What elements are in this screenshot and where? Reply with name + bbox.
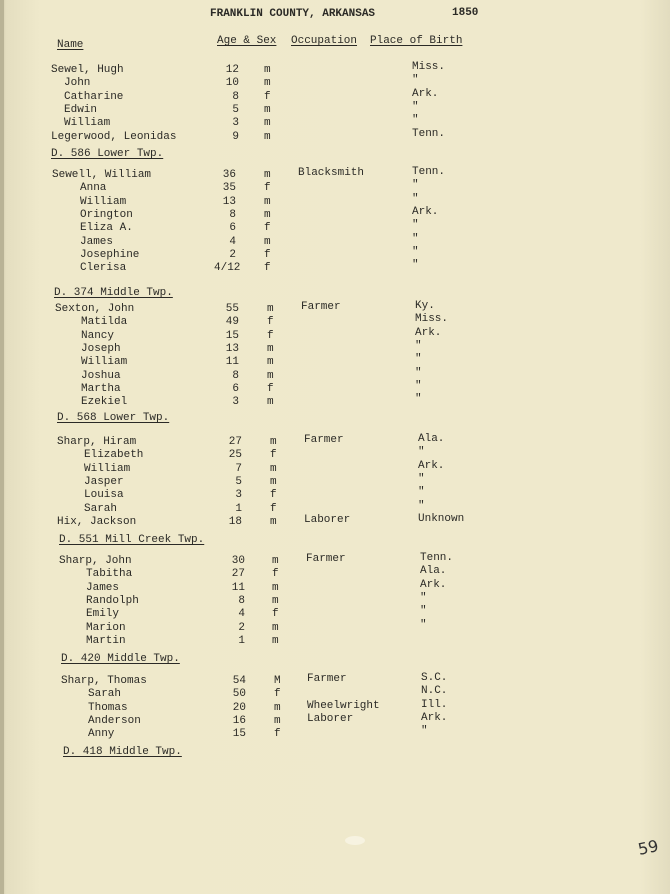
person-occupation: Laborer xyxy=(307,713,354,725)
person-name: Orington xyxy=(80,209,133,221)
person-name: Anna xyxy=(80,182,107,194)
person-birthplace: " xyxy=(412,259,419,271)
person-name: Sexton, John xyxy=(55,303,135,315)
person-age: 36 xyxy=(222,169,236,181)
person-age: 54 xyxy=(232,675,246,687)
person-sex: f xyxy=(267,316,274,328)
person-name: Joseph xyxy=(81,343,121,355)
person-name: Louisa xyxy=(84,489,124,501)
census-year: 1850 xyxy=(452,7,479,19)
person-age: 8 xyxy=(232,91,239,103)
person-name: Elizabeth xyxy=(84,449,144,461)
person-age: 15 xyxy=(232,728,246,740)
person-age: 1 xyxy=(235,503,242,515)
person-birthplace: " xyxy=(412,114,419,126)
person-sex: f xyxy=(272,568,279,580)
person-age: 1 xyxy=(238,635,245,647)
person-birthplace: " xyxy=(412,246,419,258)
person-birthplace: Tenn. xyxy=(412,166,446,178)
person-age: 5 xyxy=(232,104,239,116)
person-occupation: Farmer xyxy=(306,553,346,565)
person-sex: m xyxy=(267,370,274,382)
dwelling-township: D. 374 Middle Twp. xyxy=(54,287,173,299)
person-name: John xyxy=(64,77,91,89)
person-name: Eliza A. xyxy=(80,222,133,234)
person-sex: m xyxy=(270,516,277,528)
person-age: 6 xyxy=(232,383,239,395)
person-sex: m xyxy=(267,303,274,315)
person-name: William xyxy=(81,356,128,368)
person-age: 3 xyxy=(232,117,239,129)
person-birthplace: Ky. xyxy=(415,300,435,312)
person-age: 2 xyxy=(238,622,245,634)
person-birthplace: Ark. xyxy=(420,579,447,591)
person-occupation: Farmer xyxy=(307,673,347,685)
person-sex: m xyxy=(274,702,281,714)
person-birthplace: Ark. xyxy=(412,206,439,218)
person-occupation: Blacksmith xyxy=(298,167,365,179)
person-sex: f xyxy=(272,608,279,620)
person-sex: f xyxy=(270,503,277,515)
person-birthplace: Ill. xyxy=(421,699,448,711)
column-header-name: Name xyxy=(57,39,84,51)
person-sex: f xyxy=(264,249,271,261)
person-sex: m xyxy=(264,169,271,181)
dwelling-township: D. 420 Middle Twp. xyxy=(61,653,180,665)
person-name: William xyxy=(64,117,111,129)
column-header-occupation: Occupation xyxy=(291,35,358,47)
person-sex: f xyxy=(267,330,274,342)
person-sex: f xyxy=(267,383,274,395)
person-occupation: Farmer xyxy=(304,434,344,446)
person-sex: f xyxy=(270,449,277,461)
person-age: 10 xyxy=(225,77,239,89)
person-age: 11 xyxy=(225,356,239,368)
person-age: 8 xyxy=(232,370,239,382)
person-age: 18 xyxy=(228,516,242,528)
paper-blemish xyxy=(345,836,365,845)
person-name: Sharp, Thomas xyxy=(61,675,147,687)
column-header-birthplace: Place of Birth xyxy=(370,35,463,47)
person-sex: m xyxy=(272,635,279,647)
person-name: Clerisa xyxy=(80,262,127,274)
person-name: James xyxy=(80,236,114,248)
person-age: 27 xyxy=(231,568,245,580)
person-birthplace: " xyxy=(412,179,419,191)
person-birthplace: " xyxy=(415,340,422,352)
person-sex: f xyxy=(264,262,271,274)
column-header-age-sex: Age & Sex xyxy=(217,35,277,47)
person-age: 6 xyxy=(229,222,236,234)
person-sex: f xyxy=(270,489,277,501)
person-name: Martin xyxy=(86,635,126,647)
person-name: Catharine xyxy=(64,91,124,103)
person-sex: m xyxy=(264,104,271,116)
person-birthplace: " xyxy=(418,446,425,458)
person-age: 20 xyxy=(232,702,246,714)
person-sex: m xyxy=(274,715,281,727)
person-name: Anny xyxy=(88,728,115,740)
person-sex: f xyxy=(264,222,271,234)
person-birthplace: Tenn. xyxy=(420,552,454,564)
person-birthplace: Ark. xyxy=(415,327,442,339)
person-age: 2 xyxy=(229,249,236,261)
person-sex: m xyxy=(264,117,271,129)
person-age: 4 xyxy=(229,236,236,248)
person-age: 8 xyxy=(238,595,245,607)
person-name: Legerwood, Leonidas xyxy=(51,131,177,143)
person-age: 5 xyxy=(235,476,242,488)
person-birthplace: " xyxy=(415,353,422,365)
person-birthplace: Tenn. xyxy=(412,128,446,140)
person-name: Ezekiel xyxy=(81,396,128,408)
person-name: Jasper xyxy=(84,476,124,488)
person-birthplace: " xyxy=(418,500,425,512)
person-name: Sharp, John xyxy=(59,555,132,567)
person-sex: m xyxy=(267,396,274,408)
person-birthplace: " xyxy=(415,367,422,379)
person-age: 50 xyxy=(232,688,246,700)
person-birthplace: " xyxy=(421,725,428,737)
person-name: Emily xyxy=(86,608,120,620)
person-name: Sewel, Hugh xyxy=(51,64,124,76)
person-age: 25 xyxy=(228,449,242,461)
person-name: Martha xyxy=(81,383,121,395)
person-birthplace: " xyxy=(415,393,422,405)
person-sex: m xyxy=(272,595,279,607)
person-name: Sarah xyxy=(88,688,122,700)
person-birthplace: Miss. xyxy=(415,313,449,325)
person-sex: m xyxy=(264,64,271,76)
person-sex: m xyxy=(272,582,279,594)
person-birthplace: N.C. xyxy=(421,685,448,697)
person-name: William xyxy=(80,196,127,208)
person-age: 15 xyxy=(225,330,239,342)
person-birthplace: " xyxy=(420,619,427,631)
person-name: Anderson xyxy=(88,715,141,727)
person-name: Matilda xyxy=(81,316,128,328)
person-sex: f xyxy=(274,688,281,700)
person-age: 55 xyxy=(225,303,239,315)
person-age: 12 xyxy=(225,64,239,76)
person-sex: m xyxy=(267,343,274,355)
person-birthplace: " xyxy=(420,605,427,617)
person-name: Marion xyxy=(86,622,126,634)
person-sex: f xyxy=(264,91,271,103)
person-birthplace: " xyxy=(412,193,419,205)
person-sex: m xyxy=(264,209,271,221)
person-birthplace: " xyxy=(412,74,419,86)
person-birthplace: Ark. xyxy=(418,460,445,472)
person-name: Sharp, Hiram xyxy=(57,436,137,448)
person-occupation: Wheelwright xyxy=(307,700,380,712)
person-age: 7 xyxy=(235,463,242,475)
person-birthplace: Unknown xyxy=(418,513,465,525)
person-sex: m xyxy=(264,77,271,89)
person-sex: m xyxy=(272,555,279,567)
person-sex: f xyxy=(264,182,271,194)
person-name: Thomas xyxy=(88,702,128,714)
person-age: 49 xyxy=(225,316,239,328)
dwelling-township: D. 586 Lower Twp. xyxy=(51,148,164,160)
person-name: William xyxy=(84,463,131,475)
person-name: Nancy xyxy=(81,330,115,342)
person-age: 35 xyxy=(222,182,236,194)
person-sex: m xyxy=(264,196,271,208)
person-name: Randolph xyxy=(86,595,139,607)
person-age: 3 xyxy=(235,489,242,501)
person-birthplace: Ala. xyxy=(418,433,445,445)
person-birthplace: " xyxy=(418,473,425,485)
person-sex: f xyxy=(274,728,281,740)
person-birthplace: " xyxy=(415,380,422,392)
person-birthplace: Ark. xyxy=(421,712,448,724)
person-birthplace: " xyxy=(420,592,427,604)
person-age: 13 xyxy=(225,343,239,355)
person-sex: m xyxy=(270,436,277,448)
person-birthplace: " xyxy=(412,219,419,231)
person-name: Sarah xyxy=(84,503,118,515)
page-edge-shadow xyxy=(0,0,4,894)
person-name: Tabitha xyxy=(86,568,133,580)
dwelling-township: D. 418 Middle Twp. xyxy=(63,746,182,758)
person-sex: m xyxy=(272,622,279,634)
person-sex: m xyxy=(270,476,277,488)
person-birthplace: " xyxy=(412,101,419,113)
person-age: 4 xyxy=(238,608,245,620)
person-name: Hix, Jackson xyxy=(57,516,137,528)
person-age: 11 xyxy=(231,582,245,594)
dwelling-township: D. 568 Lower Twp. xyxy=(57,412,170,424)
person-occupation: Farmer xyxy=(301,301,341,313)
person-name: Edwin xyxy=(64,104,98,116)
person-sex: m xyxy=(264,236,271,248)
county-title: FRANKLIN COUNTY, ARKANSAS xyxy=(210,8,376,20)
person-age: 16 xyxy=(232,715,246,727)
person-sex: m xyxy=(264,131,271,143)
person-sex: m xyxy=(270,463,277,475)
person-birthplace: " xyxy=(418,486,425,498)
person-name: Josephine xyxy=(80,249,140,261)
person-name: Joshua xyxy=(81,370,121,382)
person-birthplace: Miss. xyxy=(412,61,446,73)
person-birthplace: " xyxy=(412,233,419,245)
person-sex: M xyxy=(274,675,281,687)
person-age: 3 xyxy=(232,396,239,408)
person-birthplace: Ark. xyxy=(412,88,439,100)
person-occupation: Laborer xyxy=(304,514,351,526)
dwelling-township: D. 551 Mill Creek Twp. xyxy=(59,534,205,546)
person-age: 8 xyxy=(229,209,236,221)
person-age: 9 xyxy=(232,131,239,143)
person-birthplace: S.C. xyxy=(421,672,448,684)
person-age: 27 xyxy=(228,436,242,448)
person-name: Sewell, William xyxy=(52,169,152,181)
person-age: 4/12 xyxy=(214,262,241,274)
person-age: 30 xyxy=(231,555,245,567)
person-age: 13 xyxy=(222,196,236,208)
person-birthplace: Ala. xyxy=(420,565,447,577)
page-number: 59 xyxy=(636,836,661,859)
person-name: James xyxy=(86,582,120,594)
person-sex: m xyxy=(267,356,274,368)
